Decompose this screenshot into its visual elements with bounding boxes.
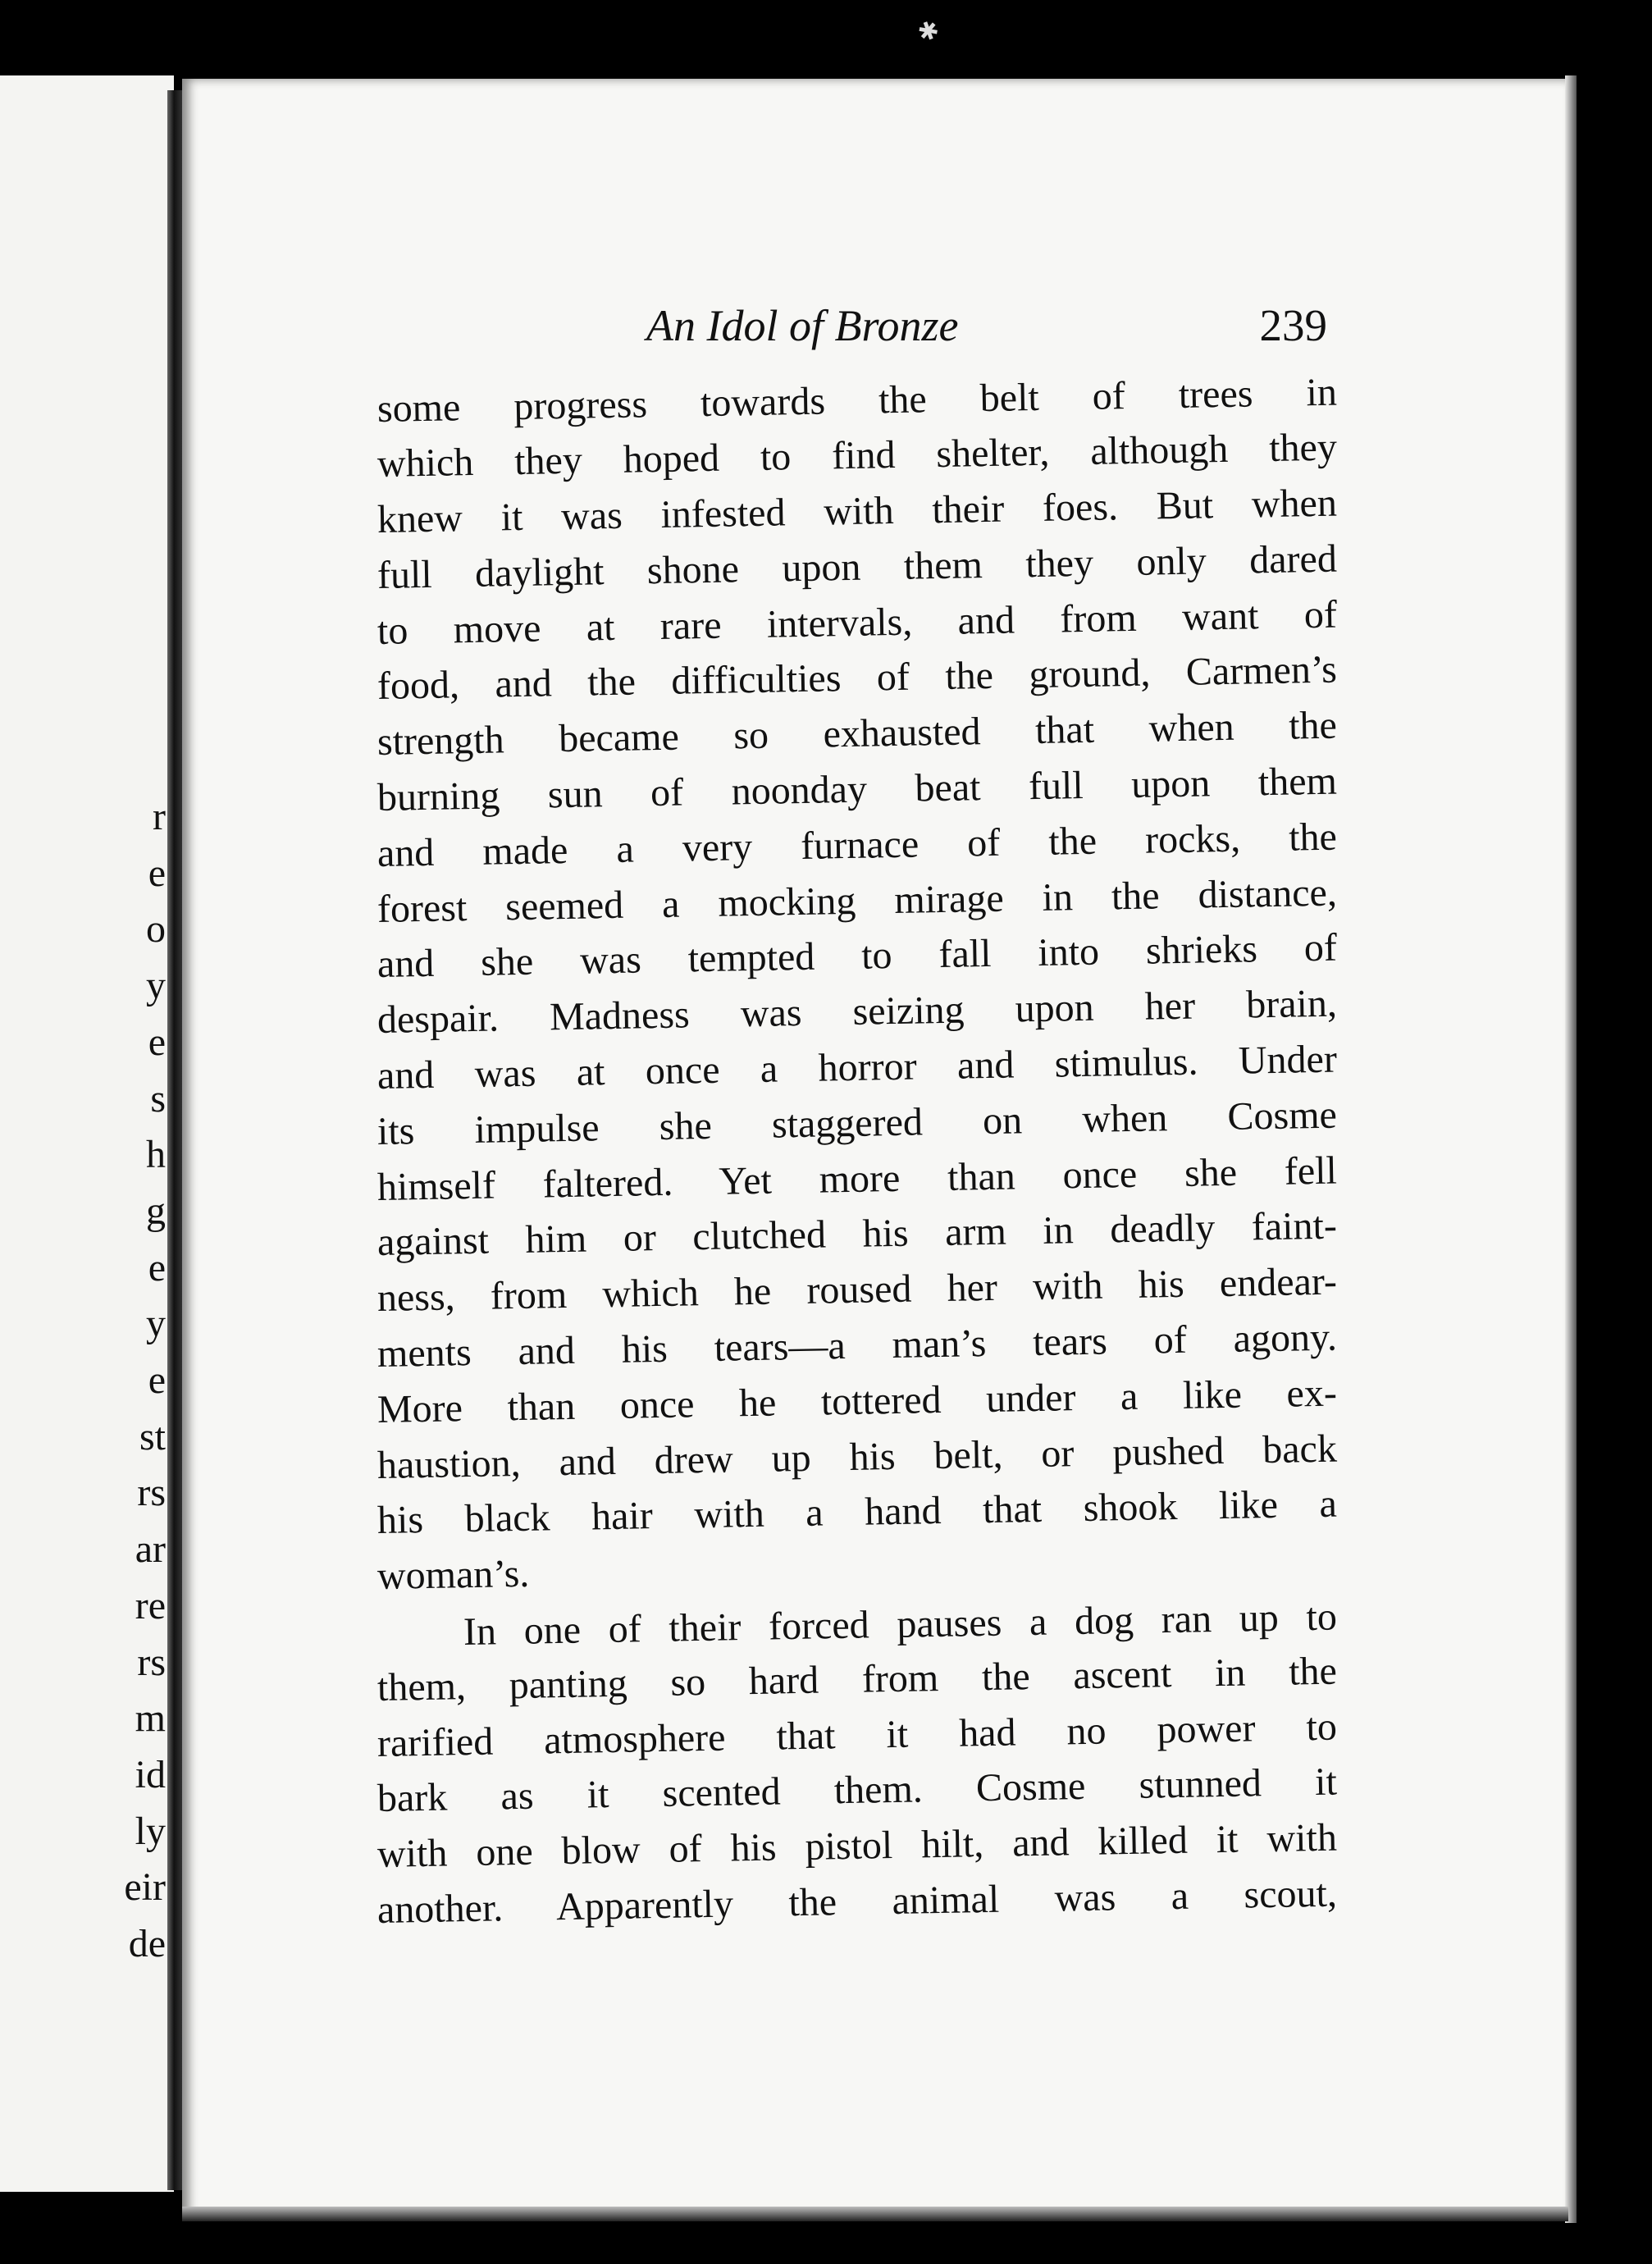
body-text-line: strength became so exhausted that when the bbox=[376, 703, 1338, 764]
body-text-line: haustion, and drew up his belt, or pushed back bbox=[376, 1426, 1338, 1487]
left-fragment: e bbox=[148, 1245, 166, 1289]
left-fragment: rs bbox=[137, 1471, 166, 1515]
body-text-line: burning sun of noonday beat full upon them bbox=[376, 759, 1338, 819]
body-text-line: In one of their forced pauses a dog ran up to bbox=[463, 1595, 1338, 1654]
left-fragment: st bbox=[139, 1414, 166, 1458]
body-text-line: against him or clutched his arm in deadly faint- bbox=[376, 1203, 1338, 1264]
book-gutter bbox=[167, 90, 182, 2190]
body-text-line: himself faltered. Yet more than once she fell bbox=[376, 1148, 1338, 1209]
left-fragment: rs bbox=[137, 1640, 166, 1684]
body-text-line: some progress towards the belt of trees in bbox=[376, 370, 1338, 431]
right-page-edge bbox=[1565, 75, 1577, 2223]
scan-speck-icon: ✱ bbox=[914, 15, 943, 48]
body-text-line: knew it was infested with their foes. But when bbox=[376, 481, 1338, 541]
left-page-text-fragments bbox=[100, 789, 166, 1973]
left-fragment: g bbox=[146, 1189, 166, 1233]
body-text-line: with one blow of his pistol hilt, and killed it with bbox=[376, 1815, 1338, 1876]
body-text-line: and was at once a horror and stimulus. Under bbox=[376, 1037, 1338, 1098]
left-fragment: y bbox=[146, 964, 166, 1008]
body-text-line: despair. Madness was seizing upon her brain, bbox=[376, 981, 1338, 1042]
body-text-line: food, and the difficulties of the ground, Carmen’s bbox=[376, 647, 1338, 708]
left-fragment: re bbox=[135, 1583, 166, 1627]
left-fragment: r bbox=[153, 795, 166, 838]
left-fragment: eir bbox=[124, 1865, 166, 1910]
body-text-line: ments and his tears—a man’s tears of agony. bbox=[376, 1315, 1338, 1376]
bottom-page-edge bbox=[182, 2207, 1568, 2221]
left-fragment: o bbox=[146, 907, 166, 952]
body-text-line: to move at rare intervals, and from want of bbox=[376, 592, 1338, 653]
body-text-line: full daylight shone upon them they only dared bbox=[376, 536, 1338, 597]
body-text-line: and made a very furnace of the rocks, the bbox=[376, 815, 1338, 875]
left-fragment: id bbox=[135, 1752, 166, 1796]
page-number: 239 bbox=[1259, 300, 1327, 350]
left-fragment: de bbox=[128, 1922, 166, 1966]
left-page-edge bbox=[0, 75, 174, 2192]
left-fragment: ar bbox=[135, 1527, 166, 1572]
left-fragment: e bbox=[148, 1020, 166, 1064]
left-fragment: y bbox=[146, 1302, 166, 1346]
body-text-line: them, panting so hard from the ascent in the bbox=[376, 1649, 1338, 1709]
left-fragment: ly bbox=[135, 1809, 166, 1853]
left-fragment: e bbox=[148, 1358, 166, 1403]
body-text-line: its impulse she staggered on when Cosme bbox=[376, 1093, 1338, 1153]
left-fragment: m bbox=[135, 1696, 166, 1741]
left-fragment: e bbox=[148, 851, 166, 895]
body-text-line: rarified atmosphere that it had no power to bbox=[376, 1705, 1338, 1765]
body-text-line: woman’s. bbox=[376, 1551, 530, 1598]
running-head: An Idol of Bronze bbox=[646, 301, 959, 350]
body-text-line: ness, from which he roused her with his endear- bbox=[376, 1259, 1338, 1320]
left-fragment: h bbox=[146, 1133, 166, 1177]
body-text-line: More than once he tottered under a like ex- bbox=[376, 1371, 1338, 1431]
body-text-line: another. Apparently the animal was a scout, bbox=[376, 1871, 1338, 1932]
body-text-line: bark as it scented them. Cosme stunned it bbox=[376, 1760, 1338, 1820]
body-text-line: and she was tempted to fall into shrieks of bbox=[376, 925, 1338, 986]
body-text-line: forest seemed a mocking mirage in the distance, bbox=[376, 870, 1338, 931]
body-text-line: his black hair with a hand that shook like a bbox=[376, 1481, 1338, 1542]
body-text-line: which they hoped to find shelter, although they bbox=[376, 425, 1338, 486]
left-fragment: s bbox=[150, 1076, 166, 1121]
